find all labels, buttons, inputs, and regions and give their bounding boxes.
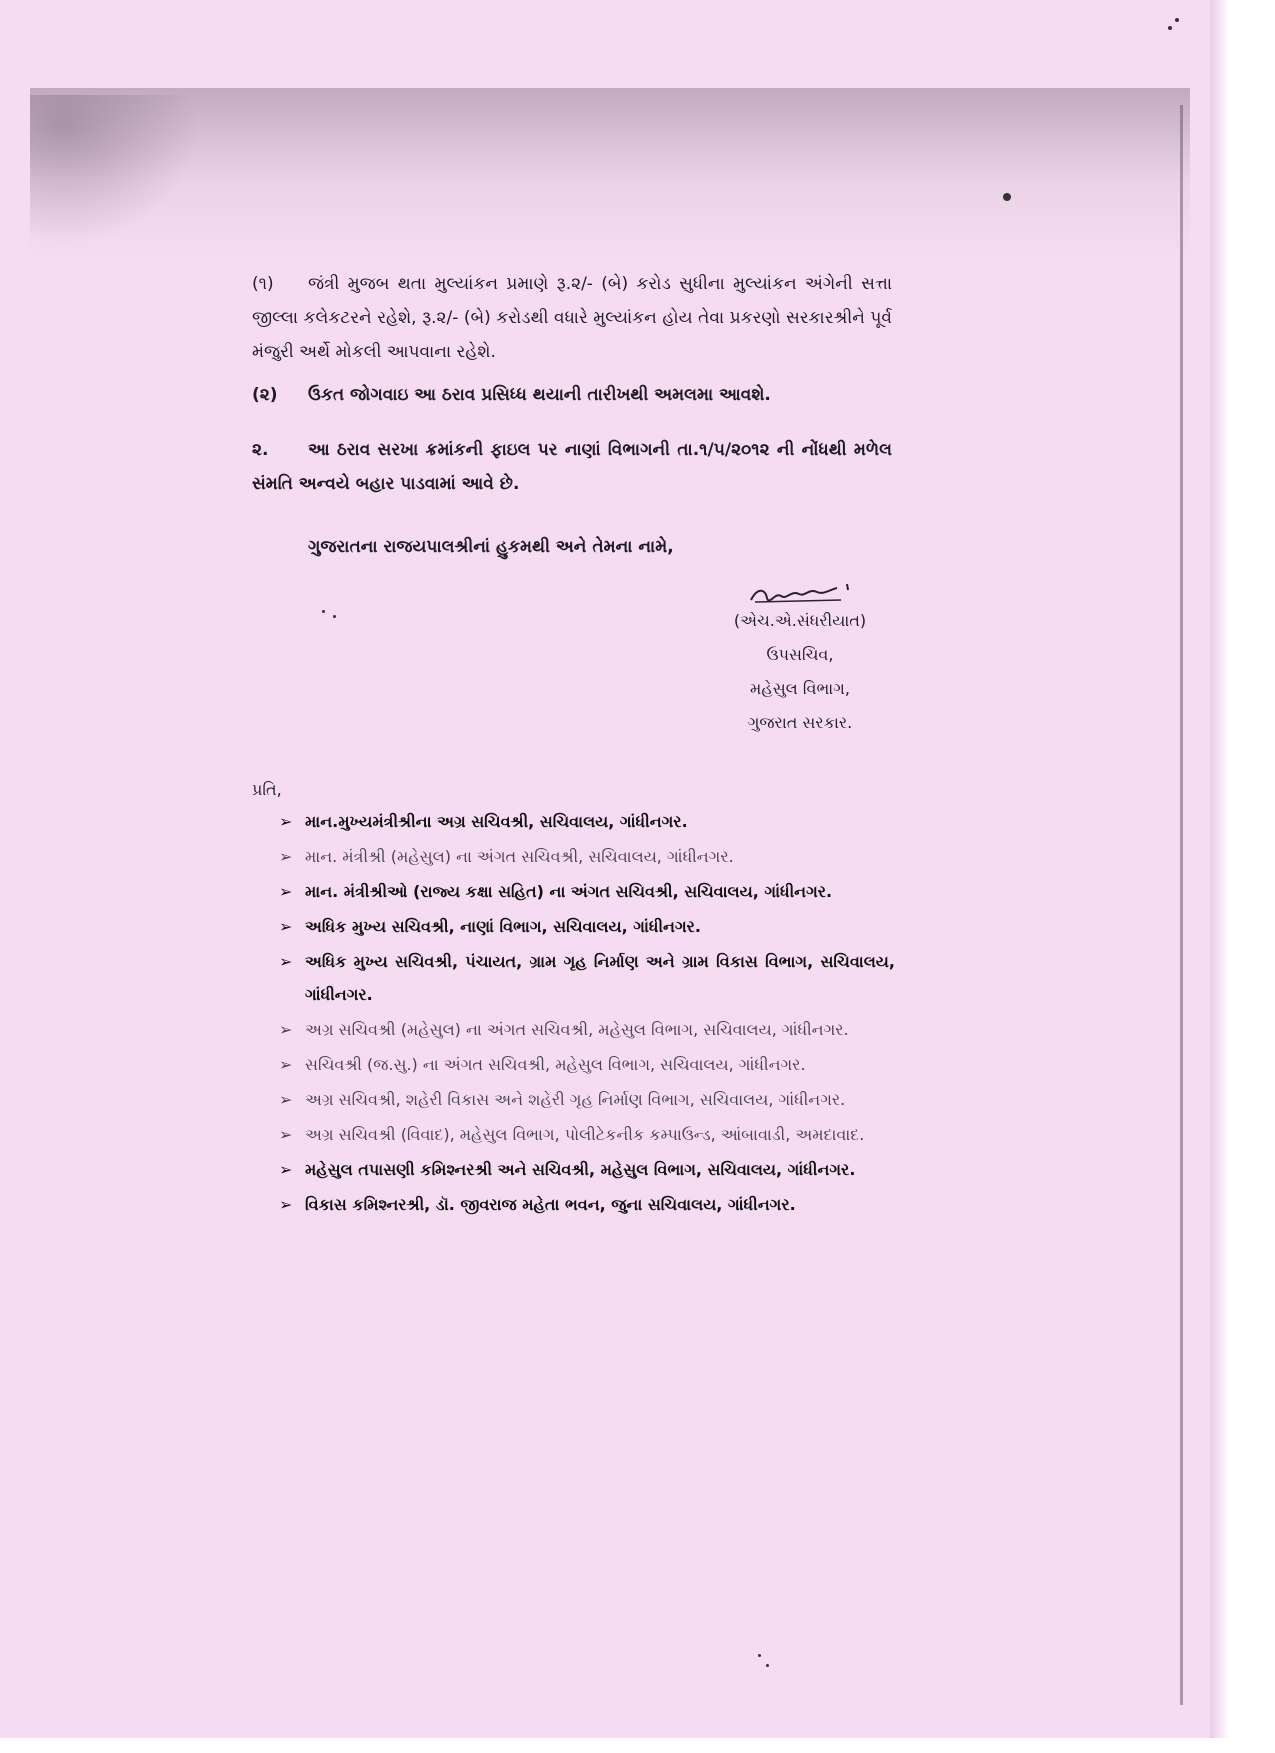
list-item [275, 1188, 895, 1221]
list-item [275, 805, 895, 838]
recipients-list [275, 805, 895, 1223]
bullet-arrow-icon: ➢ [279, 882, 293, 901]
list-item [275, 875, 895, 908]
recipient-text: વિકાસ કમિશ્નરશ્રી, ડૉ. જીવરાજ મહેતા ભવન, જુના સચિવાલય, ગાંધીનગર. [305, 1195, 796, 1214]
scanner-margin-bottom [0, 1738, 1275, 1753]
clause-2-text: ઉકત જોગવાઇ આ ઠરાવ પ્રસિધ્ધ થયાની તારીખથી અમલમા આવશે. [308, 385, 771, 405]
recipient-text: મહેસુલ તપાસણી કમિશ્નરશ્રી અને સચિવશ્રી, મહેસુલ વિભાગ, સચિવાલય, ગાંધીનગર. [305, 1160, 856, 1179]
recipient-text: માન.મુખ્યમંત્રીશ્રીના અગ્ર સચિવશ્રી, સચિવાલય, ગાંધીનગર. [305, 812, 688, 831]
recipient-text: માન. મંત્રીશ્રીઓ (રાજ્ય કક્ષા સહિત) ના અંગત સચિવશ્રી, સચિવાલય, ગાંધીનગર. [305, 882, 833, 901]
recipient-text: અગ્ર સચિવશ્રી (મહેસુલ) ના અંગત સચિવશ્રી, મહેસુલ વિભાગ, સચિવાલય, ગાંધીનગર. [305, 1020, 849, 1039]
scan-speck [322, 610, 325, 613]
recipient-text: અગ્ર સચિવશ્રી (વિવાદ), મહેસુલ વિભાગ, પોલીટેકનીક કમ્પાઉન્ડ, આંબાવાડી, અમદાવાદ. [305, 1125, 865, 1144]
scan-speck [766, 1664, 769, 1667]
list-item [275, 1118, 895, 1151]
bullet-arrow-icon: ➢ [279, 952, 293, 971]
paragraph-2-text: આ ઠરાવ સરખા ક્રમાંકની ફાઇલ પર નાણાં વિભાગની તા.૧/૫/૨૦૧૨ ની નોંધથી મળેલ સંમતિ અન્વયે બહાર પાડવામાં આવે છે. [252, 440, 892, 494]
bullet-arrow-icon: ➢ [279, 812, 293, 831]
order-line: ગુજરાતના રાજયપાલશ્રીનાં હુકમથી અને તેમના નામે, [308, 537, 674, 557]
bullet-arrow-icon: ➢ [279, 1160, 293, 1179]
scan-shadow-corner [30, 95, 200, 245]
bullet-arrow-icon: ➢ [279, 917, 293, 936]
scan-shadow [30, 88, 1190, 258]
list-item [275, 945, 895, 1011]
signatory-name: (એચ.એ.સંધરીયાત) [733, 611, 867, 630]
recipient-text: અગ્ર સચિવશ્રી, શહેરી વિકાસ અને શહેરી ગૃહ નિર્માણ વિભાગ, સચિવાલય, ગાંધીનગર. [305, 1090, 846, 1109]
paragraph-2 [252, 433, 892, 501]
clause-1 [252, 267, 892, 369]
scan-speck [1003, 193, 1011, 201]
bullet-arrow-icon: ➢ [279, 847, 293, 866]
recipients-label: પ્રતિ, [252, 780, 282, 799]
list-item [275, 1083, 895, 1116]
signatory-government: ગુજરાત સરકાર. [747, 713, 853, 732]
clause-2-number: (૨) [252, 385, 278, 405]
recipient-text: માન. મંત્રીશ્રી (મહેસુલ) ના અંગત સચિવશ્રી, સચિવાલય, ગાંધીનગર. [305, 847, 734, 866]
scan-speck [758, 1654, 761, 1657]
bullet-arrow-icon: ➢ [279, 1195, 293, 1214]
bullet-arrow-icon: ➢ [279, 1090, 293, 1109]
clause-1-text: જંત્રી મુજબ થતા મુલ્યાંકન પ્રમાણે રૂ.૨/- (બે) કરોડ સુધીના મુલ્યાંકન અંગેની સત્તા જીલ્લા કલેકટરને રહેશે, રૂ.૨/- (બે) કરોડથી વધારે મુલ્યાંકન હોય તેવા પ્રકરણો સરકારશ્રીને પૂર્વ મંજુરી અર્થે મોકલી આપવાના રહેશે. [252, 274, 892, 362]
scan-speck [1175, 18, 1179, 22]
list-item [275, 1153, 895, 1186]
scan-speck [333, 615, 336, 618]
list-item [275, 1013, 895, 1046]
bullet-arrow-icon: ➢ [279, 1055, 293, 1074]
list-item [275, 1048, 895, 1081]
list-item [275, 840, 895, 873]
page-edge-line [1180, 105, 1183, 1705]
recipient-text: અધિક મુખ્ય સચિવશ્રી, પંચાયત, ગ્રામ ગૃહ નિર્માણ અને ગ્રામ વિકાસ વિભાગ, સચિવાલય, ગાંધીનગર. [305, 952, 895, 1004]
clause-1-number: (૧) [252, 274, 274, 294]
bullet-arrow-icon: ➢ [279, 1125, 293, 1144]
recipient-text: અધિક મુખ્ય સચિવશ્રી, નાણાં વિભાગ, સચિવાલય, ગાંધીનગર. [305, 917, 702, 936]
signatory-department: મહેસુલ વિભાગ, [750, 679, 850, 698]
scanner-margin [1210, 0, 1275, 1753]
recipient-text: સચિવશ્રી (જ.સુ.) ના અંગત સચિવશ્રી, મહેસુલ વિભાગ, સચિવાલય, ગાંધીનગર. [305, 1055, 806, 1074]
clause-2 [252, 378, 892, 412]
paragraph-2-number: ૨. [252, 440, 269, 460]
signature-block [690, 580, 910, 740]
bullet-arrow-icon: ➢ [279, 1020, 293, 1039]
signatory-designation: ઉપસચિવ, [766, 645, 834, 664]
scan-speck [1168, 26, 1172, 30]
list-item [275, 910, 895, 943]
